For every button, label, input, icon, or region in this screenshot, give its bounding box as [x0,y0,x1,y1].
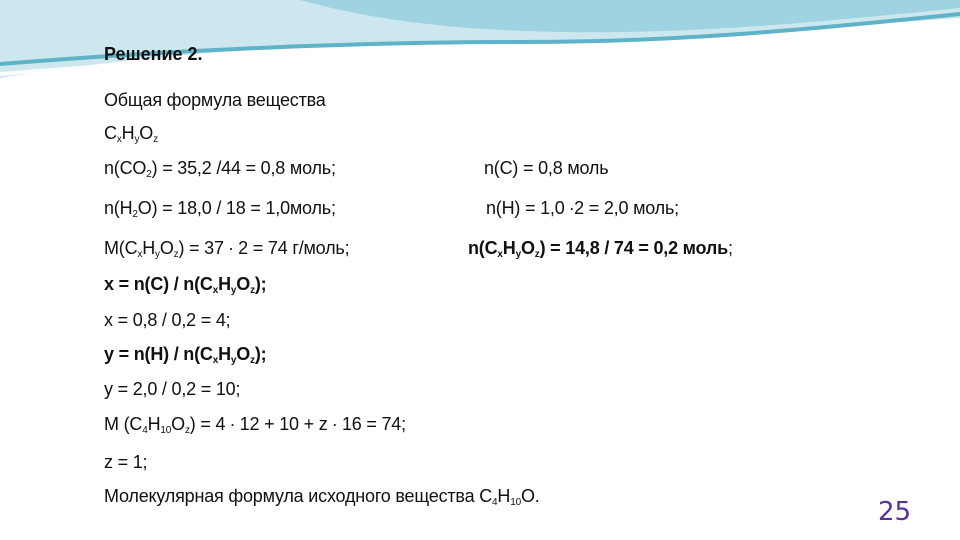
y-formula [104,343,266,365]
subscript: y [230,355,237,366]
subscript: 10 [510,497,521,508]
text-part: y = n(H) / n(C [104,344,213,364]
molar-mass [104,237,349,259]
text-part: ) = 35,2 /44 = 0,8 моль; [151,158,336,178]
text-part: O [236,344,251,364]
text-part: Молекулярная формула исходного вещества C [104,486,493,506]
text-part: ); [254,274,267,294]
text-part: n(H [104,198,133,218]
text-part: n(CO [104,158,147,178]
subscript: z [250,355,255,366]
text-part: H [121,123,135,143]
text-part: n(C [468,238,498,258]
text-part: O [236,274,251,294]
text-part: ) = 4 ∙ 12 + 10 + z ∙ 16 = 74; [189,414,406,434]
text-part: O [171,414,185,434]
slide-title: Решение 2. [104,44,203,64]
text-part: ) = 37 ∙ 2 = 74 г/моль; [178,238,350,258]
x-formula [104,273,266,295]
page-number: 25 [878,497,912,527]
formula-cxhyoz [104,122,158,144]
z-equation [104,413,406,435]
subscript: y [134,134,140,145]
subscript: z [173,249,179,260]
subscript: 4 [492,497,498,508]
subscript: z [250,285,255,296]
subscript: 4 [142,425,148,436]
subscript: x [497,249,503,260]
text-part: C [104,123,117,143]
subscript: z [153,134,158,145]
y-value: y = 2,0 / 0,2 = 10; [104,379,241,399]
subscript: 2 [146,169,152,180]
hydrogen-moles: n(H) = 1,0 ∙2 = 2,0 моль; [486,198,679,218]
text-part: O) = 18,0 / 18 = 1,0моль; [137,198,336,218]
text-part: O [520,238,535,258]
subscript: x [116,134,122,145]
text-part: ) = 14,8 / 74 = 0,2 моль [539,238,729,258]
h2o-moles [104,197,336,219]
subscript: z [534,249,540,260]
subscript: y [230,285,237,296]
subscript: z [184,425,190,436]
text-part: ; [728,238,733,258]
text-part: O. [520,486,540,506]
text-part: H [147,414,161,434]
x-value: x = 0,8 / 0,2 = 4; [104,310,231,330]
subscript: x [137,249,143,260]
text-part: H [218,344,231,364]
general-formula-label: Общая формула вещества [104,90,326,110]
text-part: x = n(C) / n(C [104,274,213,294]
carbon-moles: n(C) = 0,8 моль [484,158,609,178]
subscript: 10 [160,425,172,436]
text-part: M (C [104,414,143,434]
text-part: H [142,238,156,258]
text-part: H [218,274,231,294]
text-part: H [502,238,516,258]
text-part: H [497,486,511,506]
subscript: 2 [132,209,138,220]
text-part: O [159,238,174,258]
subscript: y [155,249,160,260]
z-value: z = 1; [104,452,148,472]
subscript: x [212,285,219,296]
molecular-formula-conclusion [104,485,540,507]
text-part: M(C [104,238,138,258]
co2-moles [104,157,336,179]
subscript: x [212,355,219,366]
text-part: ); [254,344,267,364]
text-part: O [139,123,154,143]
substance-moles [468,237,733,259]
subscript: y [515,249,521,260]
